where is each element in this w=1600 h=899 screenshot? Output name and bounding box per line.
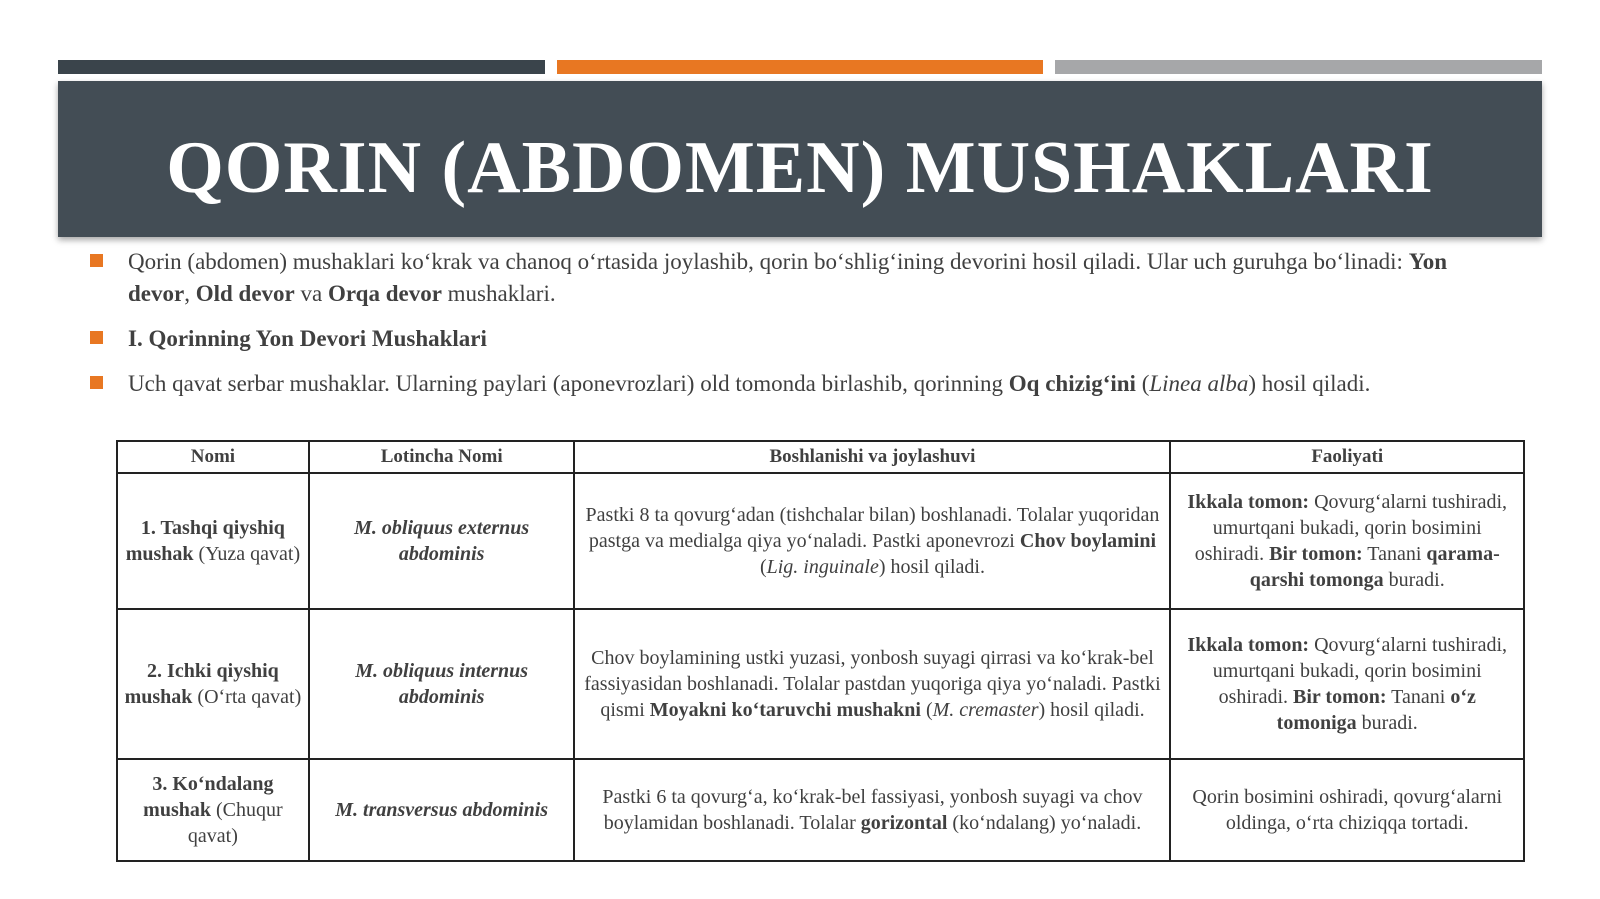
- cell-origin: Pastki 6 ta qovurg‘a, ko‘krak-bel fassiyasi, yonbosh suyagi va chov boylamidan boshlanadi. Tolalar gorizontal (ko‘ndalang) yo‘naladi.: [574, 759, 1170, 861]
- cell-latin: M. transversus abdominis: [309, 759, 575, 861]
- header-origin: Boshlanishi va joylashuvi: [574, 441, 1170, 473]
- table-row: [117, 473, 1524, 609]
- cell-function: Qorin bosimini oshiradi, qovurg‘alarni oldinga, o‘rta chiziqqa tortadi.: [1170, 759, 1524, 861]
- table-row: [117, 759, 1524, 861]
- bullet-intro: Qorin (abdomen) mushaklari ko‘krak va chanoq o‘rtasida joylashib, qorin bo‘shlig‘ining devorini hosil qiladi. Ular uch guruhga bo‘linadi: Yon devor, Old devor va Orqa devor mushaklari.: [90, 246, 1510, 310]
- cell-origin: Pastki 8 ta qovurg‘adan (tishchalar bilan) boshlanadi. Tolalar yuqoridan pastga va medialga qiya yo‘naladi. Pastki aponevrozi Chov boylamini (Lig. inguinale) hosil qiladi.: [574, 473, 1170, 609]
- header-latin-name: Lotincha Nomi: [309, 441, 575, 473]
- cell-function: Ikkala tomon: Qovurg‘alarni tushiradi, umurtqani bukadi, qorin bosimini oshiradi. Bir tomon: Tanani qarama-qarshi tomonga buradi.: [1170, 473, 1524, 609]
- muscles-table: [116, 440, 1525, 862]
- accent-bar-gray: [1055, 60, 1542, 74]
- accent-bar-orange: [557, 60, 1043, 74]
- header-name: Nomi: [117, 441, 309, 473]
- header-function: Faoliyati: [1170, 441, 1524, 473]
- cell-name: 2. Ichki qiyshiq mushak (O‘rta qavat): [117, 609, 309, 759]
- bullet-section-heading: I. Qorinning Yon Devori Mushaklari: [90, 323, 1510, 355]
- cell-function: Ikkala tomon: Qovurg‘alarni tushiradi, umurtqani bukadi, qorin bosimini oshiradi. Bir tomon: Tanani o‘z tomoniga buradi.: [1170, 609, 1524, 759]
- table-row: [117, 609, 1524, 759]
- cell-name: 1. Tashqi qiyshiq mushak (Yuza qavat): [117, 473, 309, 609]
- slide-title: QORIN (ABDOMEN) MUSHAKLARI: [166, 126, 1434, 209]
- bullet-square-icon: [90, 331, 103, 344]
- table-header-row: [117, 441, 1524, 473]
- title-banner: [58, 81, 1542, 237]
- bullet-list: [90, 246, 1510, 413]
- cell-latin: M. obliquus externus abdominis: [309, 473, 575, 609]
- cell-origin: Chov boylamining ustki yuzasi, yonbosh suyagi qirrasi va ko‘krak-bel fassiyasidan boshlanadi. Tolalar pastdan yuqoriga qiya yo‘naladi. Pastki qismi Moyakni ko‘taruvchi mushakni (M. cremaster) hosil qiladi.: [574, 609, 1170, 759]
- cell-name: 3. Ko‘ndalang mushak (Chuqur qavat): [117, 759, 309, 861]
- bullet-square-icon: [90, 376, 103, 389]
- accent-bar-dark: [58, 60, 545, 74]
- bullet-square-icon: [90, 254, 103, 267]
- bullet-description: Uch qavat serbar mushaklar. Ularning paylari (aponevrozlari) old tomonda birlashib, qorinning Oq chizig‘ini (Linea alba) hosil qiladi.: [90, 368, 1510, 400]
- cell-latin: M. obliquus internus abdominis: [309, 609, 575, 759]
